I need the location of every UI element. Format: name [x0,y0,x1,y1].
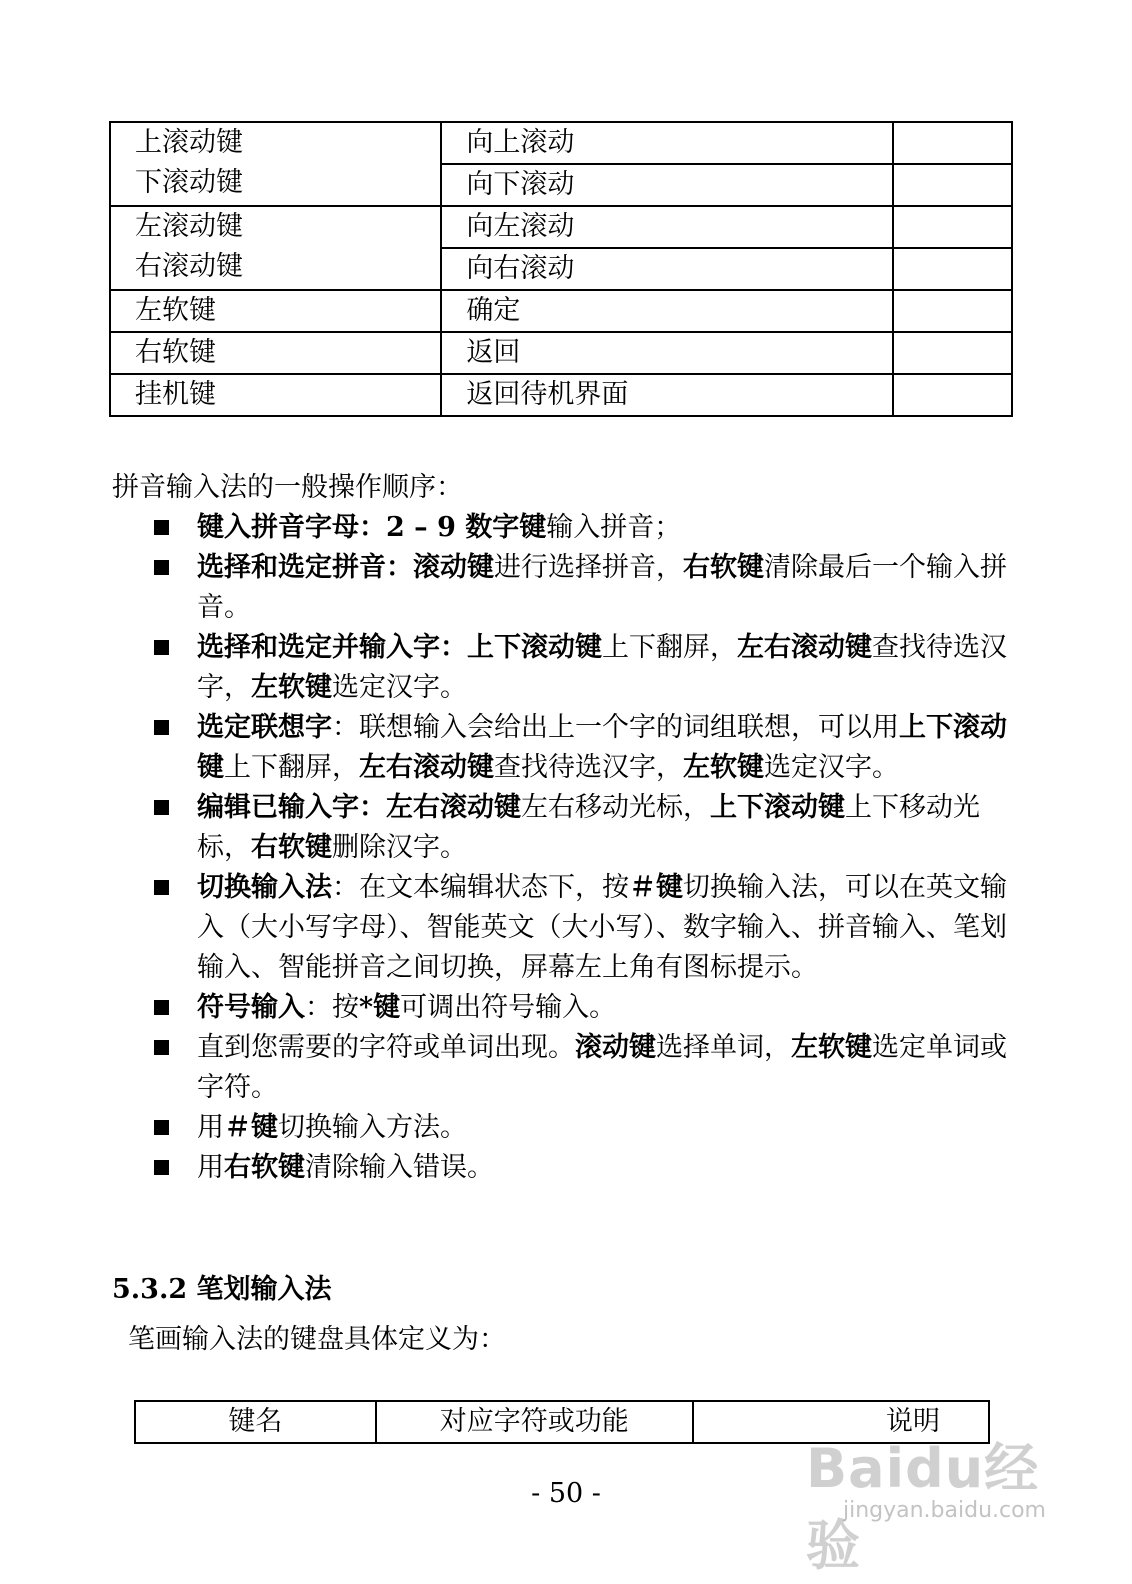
text: 上下移动光标， [197,792,980,863]
key-function-cell [441,122,892,164]
key-function: 向左滚动 [466,211,575,242]
key-name-cell [110,332,441,374]
list-item [150,988,1015,1028]
square-bullet-icon [154,1160,169,1175]
key-function-cell [441,206,892,248]
key-function: 确定 [466,295,521,326]
table-row [110,374,1012,416]
square-bullet-icon [154,1000,169,1015]
bold-text: 滚动键 [413,552,494,583]
square-bullet-icon [154,1040,169,1055]
list-item [150,628,1015,708]
bold-text: 选定联想字 [197,712,332,743]
list-item [150,1108,1015,1148]
bold-text: 选择和选定拼音： [197,552,413,583]
bold-text: 左右滚动键 [737,632,872,663]
table-row [110,206,1012,248]
text: 用 [197,1112,224,1143]
square-bullet-icon [154,720,169,735]
bold-text: 切换输入法 [197,872,332,903]
table-row [110,332,1012,374]
key-name-cell [110,122,441,206]
key-function-table [109,121,1013,417]
section-intro: 笔画输入法的键盘具体定义为： [128,1324,506,1355]
key-note-cell [893,290,1012,332]
bold-text: 左软键 [791,1032,872,1063]
text: 切换输入方法。 [278,1112,467,1143]
bold-text: ＃键 [629,872,683,903]
square-bullet-icon [154,520,169,535]
key-name: 上滚动键 [135,127,243,158]
bold-text: *键 [359,992,401,1023]
text: 清除输入错误。 [305,1152,494,1183]
list-item [150,708,1015,788]
pinyin-steps-list [150,508,1015,1188]
bold-text: 右软键 [224,1152,305,1183]
key-name: 左滚动键 [135,211,243,242]
key-name: 右滚动键 [135,251,243,282]
text: ：按 [305,992,359,1023]
watermark-logo: Baidu经验 [806,1437,1040,1577]
key-note-cell [893,206,1012,248]
bold-text: 上下滚动键 [197,712,1007,783]
key-function: 返回待机界面 [466,379,629,410]
bold-text: 选择和选定并输入字： [197,632,467,663]
key-note-cell [893,374,1012,416]
bold-text: 右软键 [683,552,764,583]
text: 上下翻屏， [224,752,359,783]
pinyin-intro: 拼音输入法的一般操作顺序： [112,472,463,503]
text: 可调出符号输入。 [400,992,617,1023]
key-function-cell [441,290,892,332]
header-function: 对应字符或功能 [376,1401,693,1443]
key-name: 左软键 [135,295,216,326]
key-note-cell [893,248,1012,290]
list-item [150,1148,1015,1188]
list-item [150,1028,1015,1108]
key-function-cell [441,332,892,374]
table-row [110,290,1012,332]
page-number: - 50 - [531,1478,601,1509]
bold-text: 滚动键 [575,1032,656,1063]
key-name: 右软键 [135,337,216,368]
text: 上下翻屏， [602,632,737,663]
key-function: 向上滚动 [466,127,575,158]
bold-text: 左右滚动键 [359,752,494,783]
list-item [150,868,1015,988]
text: 进行选择拼音， [494,552,683,583]
list-item [150,788,1015,868]
text: 选定汉字。 [332,672,467,703]
square-bullet-icon [154,800,169,815]
text: ：联想输入会给出上一个字的词组联想，可以用 [332,712,899,743]
key-note-cell [893,122,1012,164]
text: 查找待选汉字， [197,632,1007,703]
bold-text: 键入拼音字母： [197,512,386,543]
watermark-url: jingyan.baidu.com [842,1498,1046,1523]
text: ：在文本编辑状态下，按 [332,872,629,903]
key-function: 向右滚动 [466,253,575,284]
text: 选择单词， [656,1032,791,1063]
key-function-cell [441,164,892,206]
square-bullet-icon [154,1120,169,1135]
stroke-definition-table [134,1400,990,1444]
table-header-row [135,1401,989,1443]
bold-text: 上下滚动键 [467,632,602,663]
text: 用 [197,1152,224,1183]
square-bullet-icon [154,880,169,895]
bold-text: 左软键 [251,672,332,703]
text: 切换输入法，可以在英文输入（大小写字母）、智能英文（大小写）、数字输入、拼音输入、笔划输入、智能拼音之间切换，屏幕左上角有图标提示。 [197,872,1007,983]
header-key-name: 键名 [135,1401,376,1443]
key-name-cell [110,374,441,416]
text: 选定单词或字符。 [197,1032,1007,1103]
text: 查找待选汉字， [494,752,683,783]
bold-text: 编辑已输入字： [197,792,386,823]
section-heading: 5.3.2 笔划输入法 [112,1274,332,1305]
key-function-cell [441,248,892,290]
bold-text: 2 – 9 数字键 [386,512,547,543]
key-name-cell [110,290,441,332]
text: 直到您需要的字符或单词出现。 [197,1032,575,1063]
bold-text: 右软键 [251,832,332,863]
square-bullet-icon [154,640,169,655]
key-function: 向下滚动 [466,169,575,200]
key-name-cell [110,206,441,290]
key-note-cell [893,164,1012,206]
key-name: 下滚动键 [135,167,243,198]
text: 输入拼音； [546,512,682,543]
text: 选定汉字。 [764,752,899,783]
bold-text: 上下滚动键 [710,792,845,823]
text: 清除最后一个输入拼音。 [197,552,1007,623]
key-function: 返回 [466,337,521,368]
square-bullet-icon [154,560,169,575]
key-note-cell [893,332,1012,374]
key-function-cell [441,374,892,416]
bold-text: 左软键 [683,752,764,783]
text: 删除汉字。 [332,832,467,863]
bold-text: ＃键 [224,1112,278,1143]
key-name: 挂机键 [135,379,216,410]
table-row [110,122,1012,164]
list-item [150,548,1015,628]
bold-text: 左右滚动键 [386,792,521,823]
list-item [150,508,1015,548]
header-description: 说明 [693,1401,989,1443]
bold-text: 符号输入 [197,992,305,1023]
text: 左右移动光标， [521,792,710,823]
